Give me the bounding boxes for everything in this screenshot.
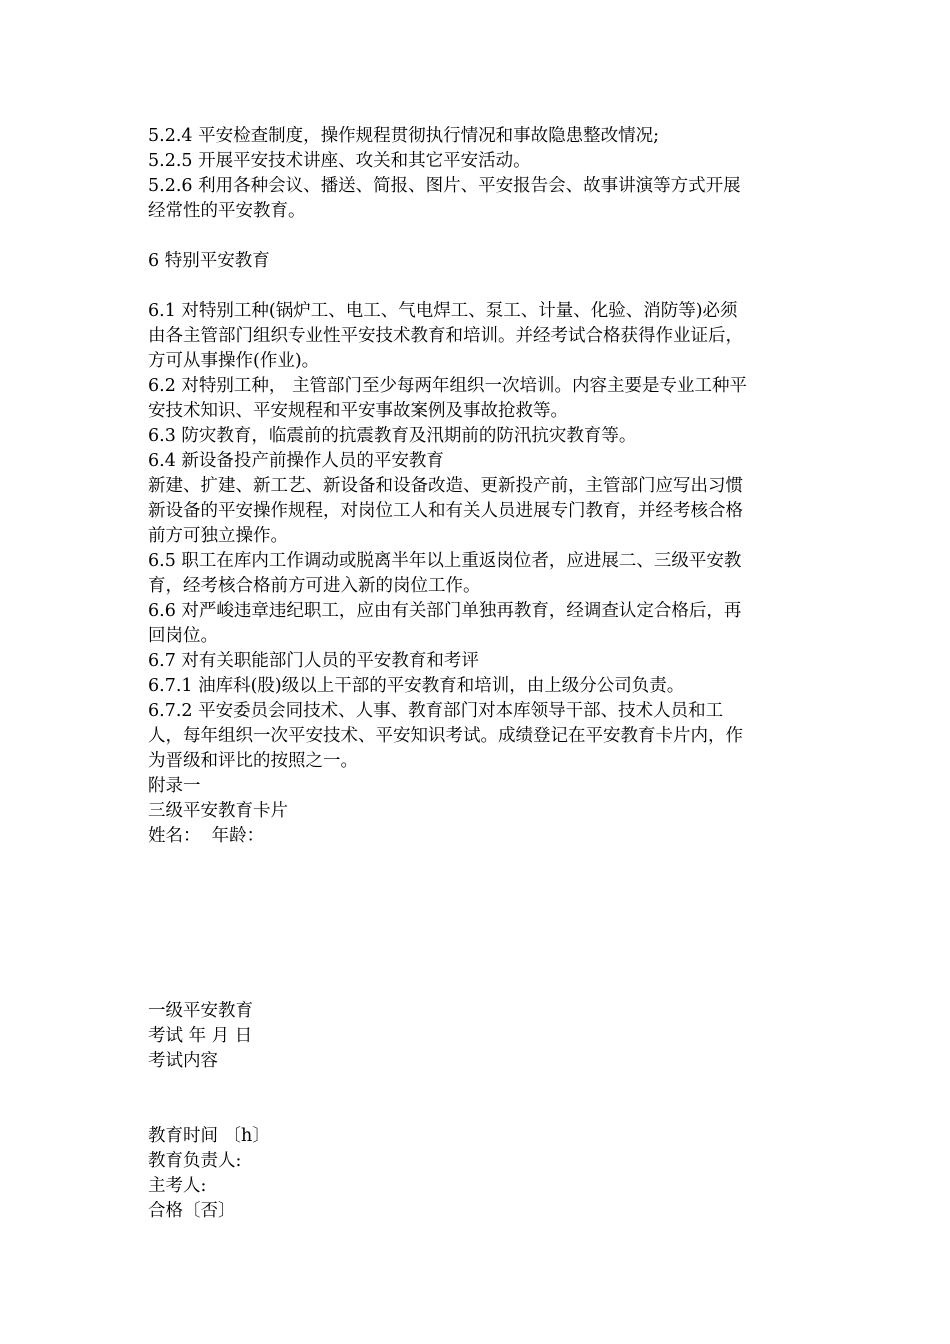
spacer	[148, 1074, 808, 1124]
card-pass-field: 合格〔否〕	[148, 1201, 236, 1221]
text-line: 人，每年组织一次平安技术、平安知识考试。成绩登记在平安教育卡片内，作	[148, 726, 743, 746]
card-exam-date-field: 考试 年 月 日	[148, 1026, 253, 1046]
spacer	[148, 224, 808, 249]
card-signoff-section	[148, 1124, 808, 1224]
document-page	[148, 124, 808, 1224]
text-line: 育，经考核合格前方可进入新的岗位工作。	[148, 576, 481, 596]
card-exam-content-field: 考试内容	[148, 1051, 218, 1071]
text-line: 由各主管部门组织专业性平安技术教育和培训。并经考试合格获得作业证后，	[148, 326, 743, 346]
text-line: 6.7.2 平安委员会同技术、人事、教育部门对本库领导干部、技术人员和工	[148, 701, 724, 721]
text-line: 6.6 对严峻违章违纪职工，应由有关部门单独再教育，经调查认定合格后，再	[148, 601, 742, 621]
text-line: 前方可独立操作。	[148, 526, 288, 546]
text-line: 6.5 职工在库内工作调动或脱离半年以上重返岗位者，应进展二、三级平安教	[148, 551, 742, 571]
text-line: 安技术知识、平安规程和平安事故案例及事故抢救等。	[148, 401, 568, 421]
text-line: 6.1 对特别工种(锅炉工、电工、气电焊工、泵工、计量、化验、消防等)必须	[148, 301, 738, 321]
card-name-age-field: 姓名： 年龄：	[148, 826, 265, 846]
text-line: 新建、扩建、新工艺、新设备和设备改造、更新投产前，主管部门应写出习惯	[148, 476, 743, 496]
appendix-title: 附录一	[148, 776, 201, 796]
text-line: 5.2.5 开展平安技术讲座、攻关和其它平安活动。	[148, 151, 531, 171]
card-education-time-field: 教育时间 〔h〕	[148, 1126, 270, 1146]
card-examiner-field: 主考人:	[148, 1176, 207, 1196]
spacer	[148, 849, 808, 999]
text-line: 5.2.6 利用各种会议、播送、简报、图片、平安报告会、故事讲演等方式开展	[148, 176, 741, 196]
text-line: 6.3 防灾教育，临震前的抗震教育及汛期前的防汛抗灾教育等。	[148, 426, 637, 446]
text-line: 6.4 新设备投产前操作人员的平安教育	[148, 451, 444, 471]
text-line: 6.2 对特别工种， 主管部门至少每两年组织一次培训。内容主要是专业工种平	[148, 376, 747, 396]
card-education-lead-field: 教育负责人:	[148, 1151, 242, 1171]
card-level-heading: 一级平安教育	[148, 1001, 253, 1021]
text-line: 为晋级和评比的按照之一。	[148, 751, 358, 771]
spacer	[148, 274, 808, 299]
text-line: 回岗位。	[148, 626, 218, 646]
text-line: 方可从事操作(作业)。	[148, 351, 320, 371]
text-line: 新设备的平安操作规程，对岗位工人和有关人员进展专门教育，并经考核合格	[148, 501, 743, 521]
section-6-heading: 6 特别平安教育	[148, 251, 270, 271]
card-level-one-section	[148, 999, 808, 1074]
card-title: 三级平安教育卡片	[148, 801, 288, 821]
section-5-2-items	[148, 124, 808, 224]
text-line: 6.7 对有关职能部门人员的平安教育和考评	[148, 651, 479, 671]
text-line: 经常性的平安教育。	[148, 201, 306, 221]
text-line: 6.7.1 油库科(股)级以上干部的平安教育和培训，由上级分公司负责。	[148, 676, 685, 696]
section-6-body	[148, 299, 808, 849]
text-line: 5.2.4 平安检查制度，操作规程贯彻执行情况和事故隐患整改情况;	[148, 126, 659, 146]
